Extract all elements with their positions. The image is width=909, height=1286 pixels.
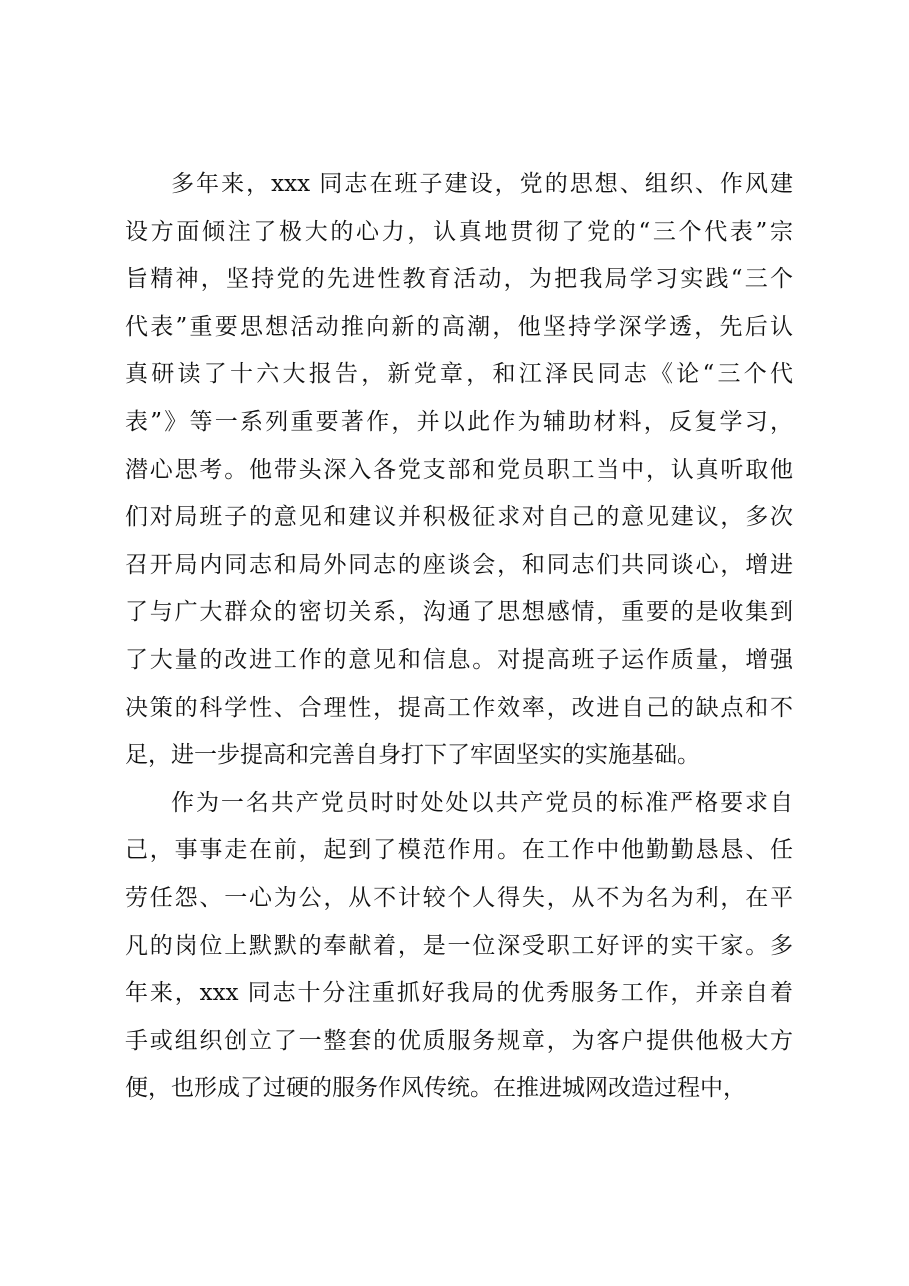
text-line: 手或组织创立了一整套的优质服务规章，为客户提供他极大方 (125, 1027, 793, 1054)
text-line: 们对局班子的意见和建议并积极征求对自己的意见建议，多次 (125, 504, 793, 531)
text-line: 年来，xxx 同志十分注重抓好我局的优秀服务工作，并亲自着 (125, 980, 793, 1007)
text-line: 便，也形成了过硬的服务作风传统。在推进城网改造过程中， (125, 1075, 746, 1102)
document-body (125, 161, 793, 1113)
paragraph-1 (125, 161, 793, 780)
text-line: 表”》等一系列重要著作，并以此作为辅助材料，反复学习， (125, 408, 793, 435)
text-line: 设方面倾注了极大的心力，认真地贯彻了党的“三个代表”宗 (125, 218, 793, 245)
text-line: 作为一名共产党员时时处处以共产党员的标准严格要求自 (171, 789, 793, 816)
text-line: 己，事事走在前，起到了模范作用。在工作中他勤勤恳恳、任 (125, 837, 793, 864)
text-line: 多年来，xxx 同志在班子建设，党的思想、组织、作风建 (171, 171, 793, 197)
paragraph-2 (125, 780, 793, 1113)
text-line: 了与广大群众的密切关系，沟通了思想感情，重要的是收集到 (125, 599, 793, 626)
text-line: 凡的岗位上默默的奉献着，是一位深受职工好评的实干家。多 (125, 932, 793, 959)
text-line: 召开局内同志和局外同志的座谈会，和同志们共同谈心，增进 (125, 551, 793, 578)
text-line: 潜心思考。他带头深入各党支部和党员职工当中，认真听取他 (125, 456, 793, 483)
text-line: 旨精神，坚持党的先进性教育活动，为把我局学习实践“三个 (125, 266, 793, 293)
text-line: 劳任怨、一心为公，从不计较个人得失，从不为名为利，在平 (125, 884, 793, 911)
text-line: 真研读了十六大报告，新党章，和江泽民同志《论“三个代 (125, 361, 793, 388)
text-line: 代表”重要思想活动推向新的高潮，他坚持学深学透，先后认 (125, 313, 793, 340)
text-line: 决策的科学性、合理性，提高工作效率，改进自己的缺点和不 (125, 694, 793, 721)
text-line: 足，进一步提高和完善自身打下了牢固坚实的实施基础。 (125, 742, 700, 769)
text-line: 了大量的改进工作的意见和信息。对提高班子运作质量，增强 (125, 646, 793, 673)
